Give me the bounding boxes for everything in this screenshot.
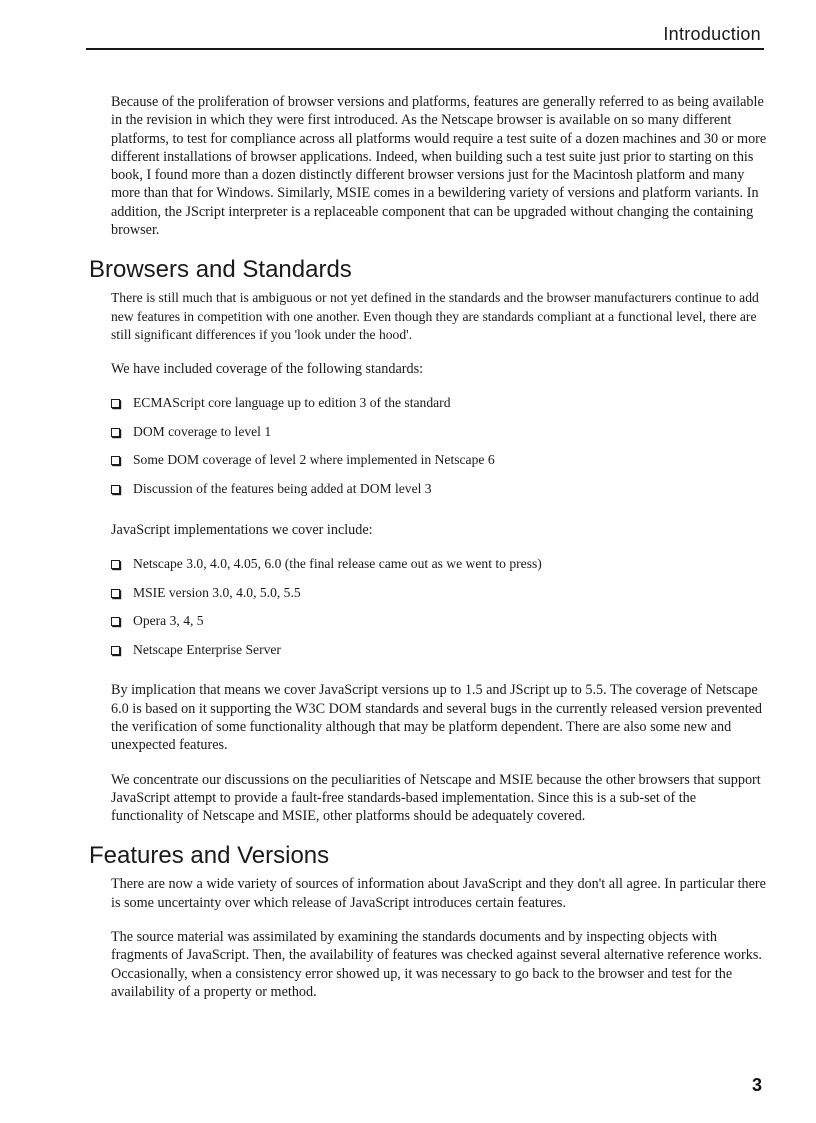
standards-paragraph-5: We concentrate our discussions on the peculiarities of Netscape and MSIE because the other browsers that support JavaScript attempt to provide a fault-free standards-based implementation. Since this is a sub-set of the functionality of Netscape and MSIE, other platforms should be adequately covered. [111,771,761,825]
standards-paragraph-3: JavaScript implementations we cover include: [111,521,373,538]
standards-paragraph-1: There is still much that is ambiguous or not yet defined in the standards and the browser manufacturers continue to add new features in competition with one another. Even though they are standards compliant at a functional level, there are still significant differences if you 'look under the hood'. [111,290,759,342]
list-item-text: DOM coverage to level 1 [133,423,272,439]
list-item-text: MSIE version 3.0, 4.0, 5.0, 5.5 [133,584,301,600]
section-heading-browsers-standards: Browsers and Standards [89,256,352,284]
list-item [111,480,769,509]
checkbox-bullet-icon [111,646,120,655]
list-item [111,555,769,584]
checkbox-bullet-icon [111,560,120,569]
checkbox-bullet-icon [111,456,120,465]
list-item [111,584,769,613]
page-body [89,93,769,1017]
list-item [111,641,769,670]
checkbox-bullet-icon [111,428,120,437]
list-item [111,423,769,452]
list-item-text: ECMAScript core language up to edition 3 of the standard [133,395,451,411]
features-paragraph-1: There are now a wide variety of sources of information about JavaScript and they don't all agree. In particular there is some uncertainty over which release of JavaScript introduces certain features. [111,876,766,911]
list-item-text: Opera 3, 4, 5 [133,613,204,629]
page-number: 3 [751,1075,762,1095]
intro-paragraph: Because of the proliferation of browser versions and platforms, features are generally referred to as being available in the revision in which they were first introduced. As the Netscape browser is available on so many different platforms, to test for compliance across all platforms would require a test suite of a dozen machines and 30 or more different installations of browser applications. Indeed, when building such a test suite just prior to starting on this book, I found more than a dozen distinctly different browser versions just for the Macintosh platform and many more than that for Windows. Similarly, MSIE comes in a bewildering variety of versions and platform variants. In addition, the JScript interpreter is a replaceable component that can be upgraded without changing the containing browser. [111,94,767,239]
list-item-text: Netscape Enterprise Server [133,641,281,657]
checkbox-bullet-icon [111,399,120,408]
implementations-list [111,555,769,669]
checkbox-bullet-icon [111,617,120,626]
list-item [111,612,769,641]
list-item [111,394,769,423]
list-item-text: Some DOM coverage of level 2 where implemented in Netscape 6 [133,452,495,468]
standards-paragraph-4: By implication that means we cover JavaScript versions up to 1.5 and JScript up to 5.5. The coverage of Netscape 6.0 is based on it supporting the W3C DOM standards and several bugs in the currently released version prevented the verification of some functionality although that may be platform dependent. There are also some new and unexpected features. [111,682,763,754]
list-item [111,451,769,480]
features-paragraph-2: The source material was assimilated by examining the standards documents and by inspecting objects with fragments of JavaScript. Then, the availability of features was checked against several alternative reference works. Occasionally, when a consistency error showed up, it was necessary to go back to the browser and test for the availability of a property or method. [111,929,762,1000]
standards-paragraph-2: We have included coverage of the following standards: [111,360,424,377]
checkbox-bullet-icon [111,485,120,494]
list-item-text: Netscape 3.0, 4.0, 4.05, 6.0 (the final release came out as we went to press) [133,555,542,571]
chapter-title: Introduction [663,24,761,44]
checkbox-bullet-icon [111,589,120,598]
running-header [86,20,764,50]
list-item-text: Discussion of the features being added at DOM level 3 [133,481,432,497]
section-heading-features-versions: Features and Versions [89,842,330,870]
standards-list [111,394,769,508]
